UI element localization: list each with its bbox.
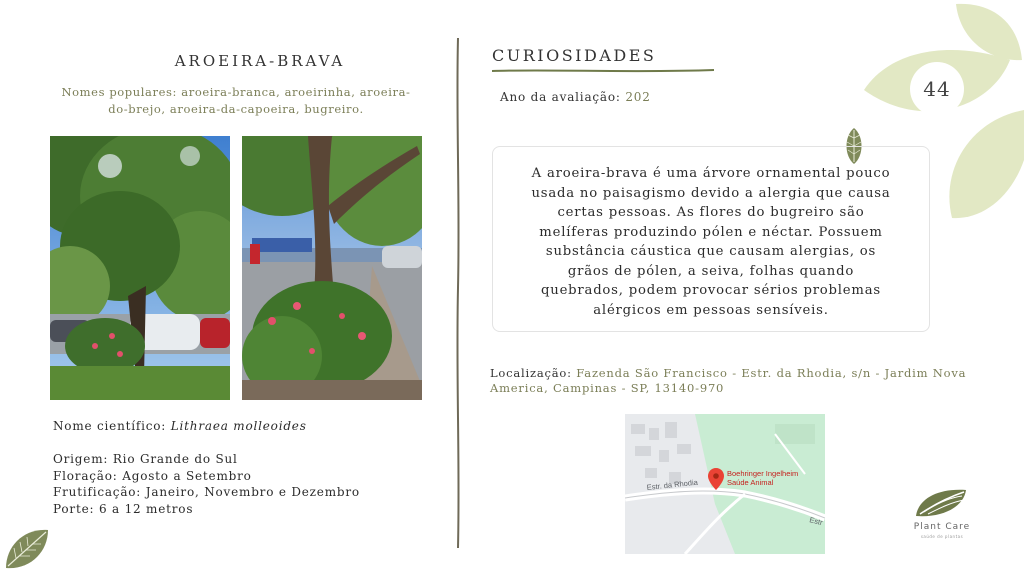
detail-fruiting-value: Janeiro, Novembro e Dezembro xyxy=(145,485,360,499)
scientific-name xyxy=(53,418,307,435)
description-line: A aroeira-brava é uma árvore ornamental pouco xyxy=(531,166,891,181)
map-place-label-1: Boehringer Ingelheim xyxy=(727,469,799,478)
map-road-label-2: Estr xyxy=(808,515,824,528)
detail-size-label: Porte: xyxy=(53,501,95,516)
description-line: alérgicos em pessoas sensíveis. xyxy=(593,302,829,318)
description-line: melíferas produzindo pólen e néctar. Possuem xyxy=(539,224,883,240)
tree-photo-2 xyxy=(242,136,422,400)
evaluation-year xyxy=(500,90,651,104)
description-line: usada no paisagismo devido a alergia que causa xyxy=(531,185,891,201)
evaluation-year-label: Ano da avaliação: xyxy=(500,90,621,104)
section-title: CURIOSIDADES xyxy=(492,46,657,65)
map-place-label-2: Saúde Animal xyxy=(727,478,774,487)
location-map[interactable] xyxy=(625,414,825,554)
brand-tagline: saúde de plantas xyxy=(920,534,964,539)
location-label: Localização: xyxy=(490,366,572,380)
detail-origin-value: Rio Grande do Sul xyxy=(112,452,238,466)
plant-details xyxy=(53,451,360,517)
detail-flowering-label: Floração: xyxy=(53,468,118,483)
leaf-icon xyxy=(2,526,52,572)
detail-fruiting-label: Frutificação: xyxy=(53,485,142,499)
evaluation-year-value: 202 xyxy=(625,90,651,104)
description-line: quebrados, podem provocar sérios problemas xyxy=(541,283,881,298)
location xyxy=(490,366,990,396)
popular-names-label: Nomes populares: xyxy=(61,85,177,99)
detail-size xyxy=(53,501,360,518)
description-line: substância cáustica que causam alergias, os xyxy=(545,244,877,259)
map-road-label: Estr. da Rhodia xyxy=(646,477,699,492)
detail-flowering xyxy=(53,468,360,485)
detail-flowering-value: Agosto a Setembro xyxy=(122,468,252,483)
description-line: grãos de pólen, a seiva, folhas quando xyxy=(567,263,855,279)
popular-names-value-1: aroeira-branca, aroeirinha, aroeira- xyxy=(181,85,411,99)
detail-origin xyxy=(53,451,360,468)
page-number: 44 xyxy=(910,62,964,116)
tree-photo-1 xyxy=(50,136,230,400)
brand-name: Plant Care xyxy=(913,522,971,532)
plant-care-logo-icon xyxy=(912,486,970,520)
scientific-name-label: Nome científico: xyxy=(53,419,167,433)
detail-fruiting xyxy=(53,484,360,501)
species-title: AROEIRA-BRAVA xyxy=(174,52,346,70)
popular-names xyxy=(44,84,428,118)
location-value-1: Fazenda São Francisco - Estr. da Rhodia, s/n - Jardim Nova xyxy=(576,366,967,380)
detail-origin-label: Origem: xyxy=(53,452,109,466)
scientific-name-value: Lithraea molleoides xyxy=(170,419,307,433)
detail-size-value: 6 a 12 metros xyxy=(98,501,194,516)
popular-names-value-2: do-brejo, aroeira-da-capoeira, bugreiro. xyxy=(108,102,364,116)
section-underline xyxy=(492,68,714,74)
location-value-2: America, Campinas - SP, 13140-970 xyxy=(490,381,725,395)
description-line: certas pessoas. As flores do bugreiro são xyxy=(557,205,865,220)
column-divider xyxy=(455,38,461,548)
